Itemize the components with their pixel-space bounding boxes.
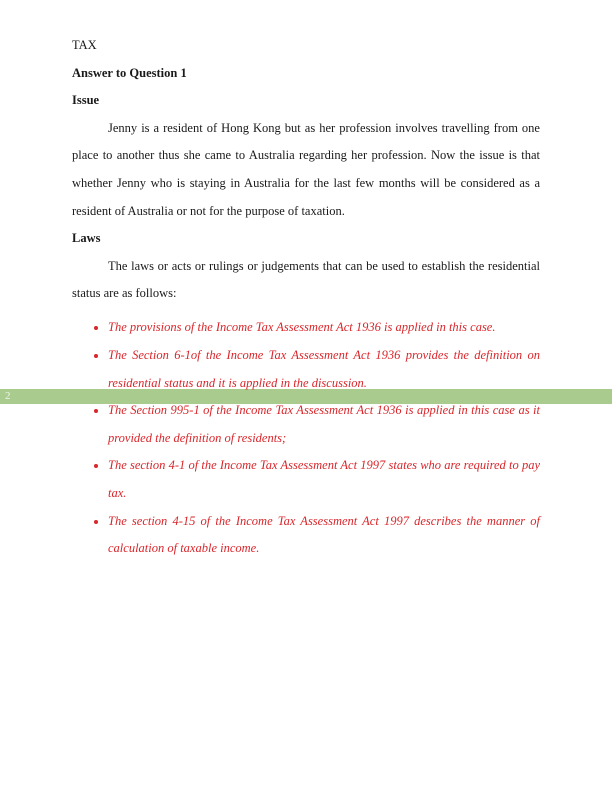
laws-list-item [108,314,540,342]
laws-list-item [108,508,540,563]
laws-list [72,314,540,562]
laws-list-item-text: The section 4-15 of the Income Tax Assessment Act 1997 describes the manner of calculation of taxable income. [108,513,540,556]
laws-list-item [108,452,540,507]
bullet-icon [94,464,98,468]
laws-list-item-text: The Section 6-1of the Income Tax Assessment Act 1936 provides the definition on residential status and it is applied in the discussion. [108,348,540,390]
laws-list-item-text: The provisions of the Income Tax Assessment Act 1936 is applied in this case. [108,320,496,335]
running-header-title: TAX [72,38,97,52]
laws-list-item [108,397,540,452]
answer-heading: Answer to Question 1 [72,65,187,80]
issue-paragraph: Jenny is a resident of Hong Kong but as her profession involves travelling from one place to another thus she came to Australia regarding her profession. Now the issue is that whether Jenny who is staying in Australia for the last few months will be considered as a resident of Australia or not for the purpose of taxation. [72,120,540,218]
laws-list-item-text: The Section 995-1 of the Income Tax Assessment Act 1936 is applied in this case as it provided the definition of residents; [108,403,540,445]
issue-heading: Issue [72,93,100,108]
bullet-icon [94,354,98,358]
laws-list-item [108,342,540,397]
bullet-icon [94,326,98,330]
bullet-icon [94,520,98,524]
laws-intro-paragraph: The laws or acts or rulings or judgements that can be used to establish the residential status are as follows: [72,258,540,301]
page-number-label: 2 [5,390,11,402]
laws-list-item-text: The section 4-1 of the Income Tax Assessment Act 1997 states who are required to pay tax. [108,458,540,500]
bullet-icon [94,409,98,413]
laws-heading: Laws [72,231,101,246]
